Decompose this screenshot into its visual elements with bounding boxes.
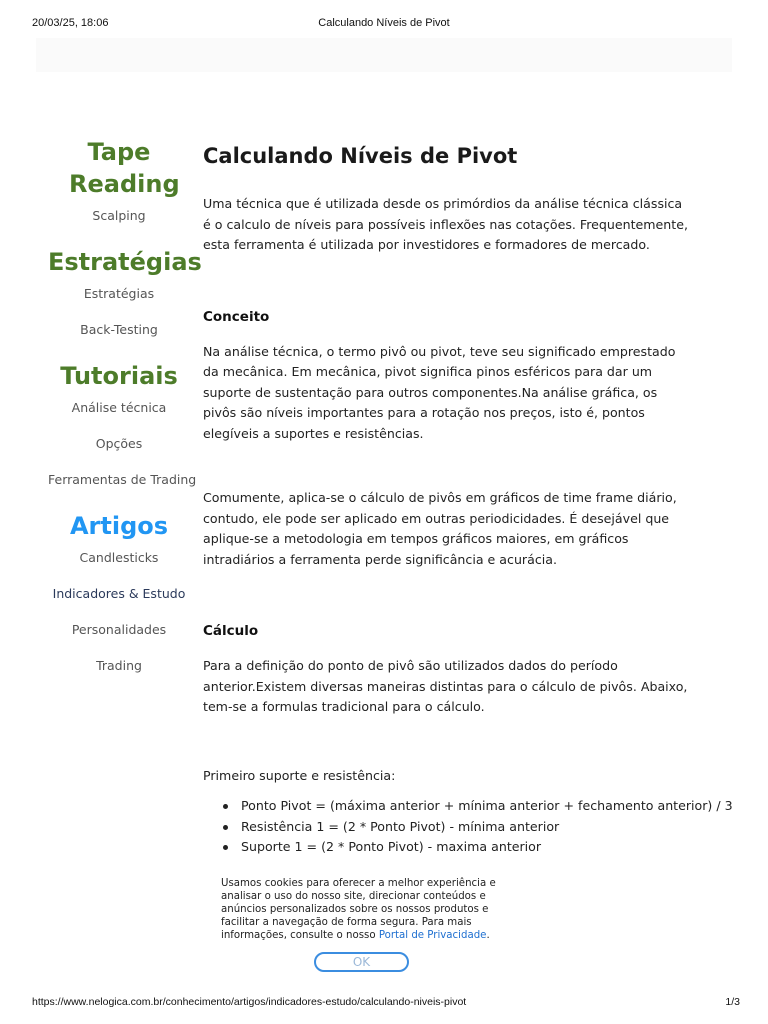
sidebar-group-estrategias bbox=[48, 246, 202, 338]
bullet-icon bbox=[223, 825, 228, 830]
suporte-intro: Primeiro suporte e resistência: bbox=[203, 767, 396, 783]
print-page-number: 1/3 bbox=[725, 996, 740, 1008]
conceito-paragraph-2: Comumente, aplica-se o cálculo de pivôs em gráficos de time frame diário, contudo, ele pode ser aplicado em outras periodicidades. É desejável que aplique-se a metodologia em tempos gráficos maiores, em gráficos intradiários a ferramenta perde significância e acurácia. bbox=[203, 490, 677, 567]
bullet-icon bbox=[223, 845, 228, 850]
sidebar-group-tape-reading bbox=[48, 136, 190, 224]
print-header bbox=[32, 17, 736, 31]
sidebar-link-trading[interactable]: Trading bbox=[96, 658, 142, 673]
sidebar-heading-artigos[interactable]: Artigos bbox=[69, 512, 169, 540]
print-footer bbox=[32, 996, 740, 1010]
calculo-paragraph: Para a definição do ponto de pivô são utilizados dados do período anterior.Existem diversas maneiras distintas para o cálculo de pivôs. Abaixo, tem-se a formulas tradicional para o cálculo. bbox=[203, 658, 688, 714]
sidebar-heading-tape-reading[interactable]: Tape Reading bbox=[69, 138, 180, 198]
sidebar-link-back-testing[interactable]: Back-Testing bbox=[80, 322, 158, 337]
conceito-paragraph-1: Na análise técnica, o termo pivô ou pivot, teve seu significado emprestado da mecânica. Em mecânica, pivot significa pinos esféricos para dar um suporte de sustentação para outros componentes.Na análise gráfica, os pivôs são níveis importantes para a rotação nos preços, isto é, pontos elegíveis a suportes e resistências. bbox=[203, 343, 676, 441]
sidebar-nav bbox=[48, 136, 202, 696]
print-url: https://www.nelogica.com.br/conhecimento/artigos/indicadores-estudo/calculando-niveis-pivot bbox=[32, 996, 467, 1008]
formula-list bbox=[203, 796, 733, 858]
article-content bbox=[203, 142, 733, 858]
site-header-band bbox=[36, 38, 732, 72]
formula-suporte-1 bbox=[223, 837, 693, 858]
sidebar-link-opcoes[interactable]: Opções bbox=[95, 436, 143, 451]
print-date: 20/03/25, 18:06 bbox=[32, 17, 109, 29]
formula-resistencia-1 bbox=[223, 817, 693, 838]
sidebar-link-analise-tecnica[interactable]: Análise técnica bbox=[71, 400, 167, 415]
cookie-ok-button[interactable]: OK bbox=[314, 952, 409, 972]
sidebar-heading-estrategias[interactable]: Estratégias bbox=[48, 248, 202, 276]
formula-ponto-pivot bbox=[223, 796, 733, 817]
article-intro: Uma técnica que é utilizada desde os primórdios da análise técnica clássica é o calculo de níveis para possíveis inflexões nas cotações. Frequentemente, esta ferramenta é utilizada por investidores e formadores de mercado. bbox=[203, 196, 688, 252]
print-title: Calculando Níveis de Pivot bbox=[318, 17, 450, 29]
cookie-text: Usamos cookies para oferecer a melhor experiência e analisar o uso do nosso site, direcionar conteúdos e anúncios personalizados sobre os nossos produtos e facilitar a navegação de forma segura. Para mais informações, consulte o nosso bbox=[221, 878, 496, 941]
formula-text: Suporte 1 = (2 * Ponto Pivot) - maxima anterior bbox=[241, 839, 542, 854]
cookie-banner-text bbox=[221, 877, 513, 942]
section-heading-calculo: Cálculo bbox=[203, 623, 259, 639]
formula-text: Ponto Pivot = (máxima anterior + mínima anterior + fechamento anterior) / 3 bbox=[241, 798, 733, 813]
privacy-portal-link[interactable]: Portal de Privacidade bbox=[378, 930, 487, 941]
section-heading-conceito: Conceito bbox=[203, 308, 270, 325]
sidebar-link-indicadores-estudo[interactable]: Indicadores & Estudo bbox=[52, 586, 186, 601]
article-title: Calculando Níveis de Pivot bbox=[203, 144, 518, 168]
formula-text: Resistência 1 = (2 * Ponto Pivot) - mínima anterior bbox=[241, 818, 560, 834]
bullet-icon bbox=[223, 804, 228, 809]
sidebar-group-artigos bbox=[48, 510, 190, 674]
sidebar-link-candlesticks[interactable]: Candlesticks bbox=[79, 550, 159, 565]
sidebar-link-personalidades[interactable]: Personalidades bbox=[71, 622, 167, 637]
sidebar-group-tutoriais bbox=[48, 360, 197, 488]
cookie-suffix: . bbox=[486, 930, 490, 941]
sidebar-heading-tutoriais[interactable]: Tutoriais bbox=[60, 362, 178, 390]
sidebar-link-ferramentas-de-trading[interactable]: Ferramentas de Trading bbox=[48, 472, 197, 487]
sidebar-link-estrategias[interactable]: Estratégias bbox=[83, 286, 155, 301]
sidebar-link-scalping[interactable]: Scalping bbox=[92, 208, 146, 223]
